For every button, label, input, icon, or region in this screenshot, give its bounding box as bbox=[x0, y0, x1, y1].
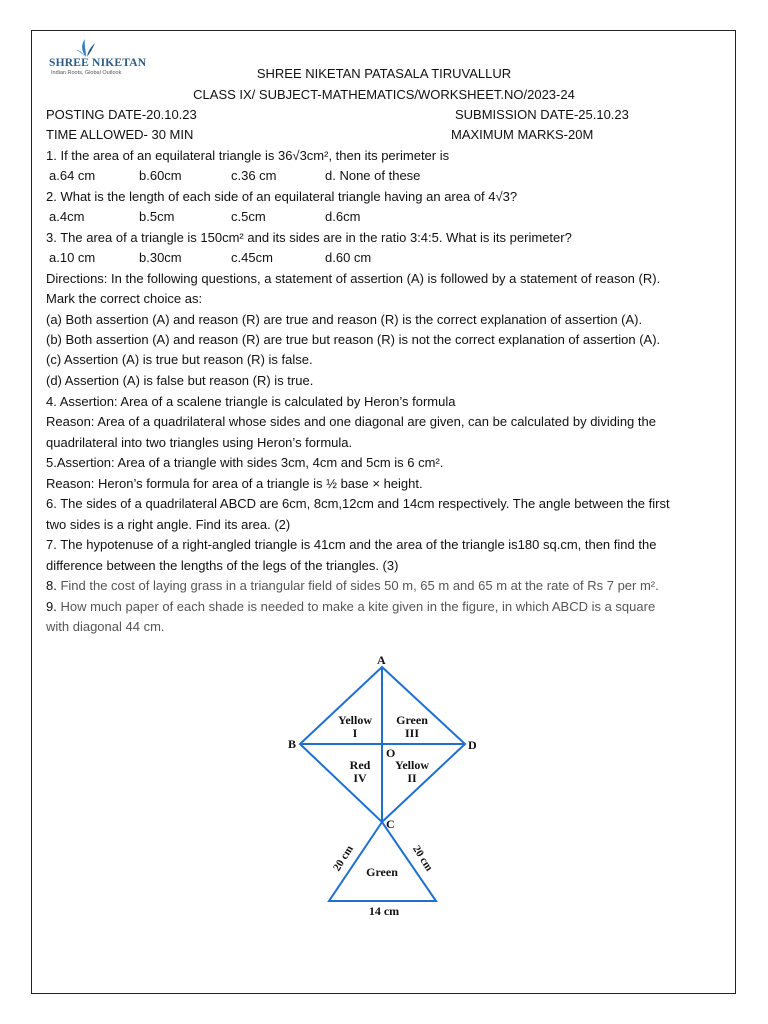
q2-option-d: d.6cm bbox=[325, 209, 361, 224]
question-9-line-2: with diagonal 44 cm. bbox=[46, 619, 165, 634]
class-subject-line: CLASS IX/ SUBJECT-MATHEMATICS/WORKSHEET.NO/2023-24 bbox=[193, 87, 575, 102]
q3-option-a: a.10 cm bbox=[49, 250, 96, 265]
kite-diagram bbox=[280, 650, 490, 925]
region-bottom-left-color: Red bbox=[349, 758, 371, 772]
q1-option-b: b.60cm bbox=[139, 168, 182, 183]
question-4-assertion: 4. Assertion: Area of a scalene triangle is calculated by Heron’s formula bbox=[46, 394, 456, 409]
question-5-assertion: 5.Assertion: Area of a triangle with sides 3cm, 4cm and 5cm is 6 cm². bbox=[46, 455, 444, 470]
question-7-line-1: 7. The hypotenuse of a right-angled triangle is 41cm and the area of the triangle is180 sq.cm, then find the bbox=[46, 537, 657, 552]
choice-d: (d) Assertion (A) is false but reason (R) is true. bbox=[46, 373, 314, 388]
center-o-label: O bbox=[386, 746, 396, 760]
question-1: 1. If the area of an equilateral triangle is 36√3cm², then its perimeter is bbox=[46, 148, 450, 163]
maximum-marks: MAXIMUM MARKS-20M bbox=[451, 127, 594, 142]
tail-base-label: 14 cm bbox=[368, 904, 400, 918]
question-8 bbox=[46, 578, 659, 594]
vertex-b-label: B bbox=[288, 737, 297, 751]
q3-option-c: c.45cm bbox=[231, 250, 273, 265]
question-8-text: Find the cost of laying grass in a triangular field of sides 50 m, 65 m and 65 m at the rate of Rs 7 per m². bbox=[56, 578, 659, 593]
region-top-left-color: Yellow bbox=[338, 713, 372, 727]
q1-option-a: a.64 cm bbox=[49, 168, 96, 183]
vertex-c-label: C bbox=[386, 817, 395, 831]
region-bottom-right-color: Yellow bbox=[395, 758, 429, 772]
tail-color-label: Green bbox=[366, 865, 398, 879]
region-top-right-number: III bbox=[404, 726, 420, 740]
q3-option-d: d.60 cm bbox=[325, 250, 372, 265]
leaf-icon bbox=[75, 37, 97, 59]
choice-c: (c) Assertion (A) is true but reason (R) is false. bbox=[46, 352, 313, 367]
posting-date: POSTING DATE-20.10.23 bbox=[46, 107, 197, 122]
q1-option-d: d. None of these bbox=[325, 168, 421, 183]
region-bottom-left-number: IV bbox=[353, 771, 367, 785]
choice-a: (a) Both assertion (A) and reason (R) are true and reason (R) is the correct explanation of assertion (A). bbox=[46, 312, 643, 327]
question-8-number: 8. bbox=[46, 578, 57, 593]
question-9-number: 9. bbox=[46, 599, 57, 614]
q2-option-a: a.4cm bbox=[49, 209, 85, 224]
question-6-line-2: two sides is a right angle. Find its area. (2) bbox=[46, 517, 291, 532]
submission-date: SUBMISSION DATE-25.10.23 bbox=[455, 107, 629, 122]
question-5-reason: Reason: Heron’s formula for area of a triangle is ½ base × height. bbox=[46, 476, 423, 491]
question-3: 3. The area of a triangle is 150cm² and its sides are in the ratio 3:4:5. What is its perimeter? bbox=[46, 230, 572, 245]
question-9-line-1 bbox=[46, 599, 655, 615]
question-9-text: How much paper of each shade is needed to make a kite given in the figure, in which ABCD is a square bbox=[56, 599, 656, 614]
directions-line-2: Mark the correct choice as: bbox=[46, 291, 203, 306]
q3-option-b: b.30cm bbox=[139, 250, 182, 265]
time-allowed: TIME ALLOWED- 30 MIN bbox=[46, 127, 194, 142]
region-top-right-color: Green bbox=[396, 713, 428, 727]
vertex-a-label: A bbox=[377, 653, 386, 667]
choice-b: (b) Both assertion (A) and reason (R) are true but reason (R) is not the correct explanation of assertion (A). bbox=[46, 332, 661, 347]
region-top-left-number: I bbox=[352, 726, 358, 740]
question-4-reason-line-2: quadrilateral into two triangles using Heron’s formula. bbox=[46, 435, 353, 450]
school-name: SHREE NIKETAN PATASALA TIRUVALLUR bbox=[256, 66, 512, 81]
tail-left-side-label: 20 cm bbox=[331, 843, 356, 874]
logo-name: SHREE NIKETAN bbox=[49, 57, 147, 69]
question-4-reason-line-1: Reason: Area of a quadrilateral whose sides and one diagonal are given, can be calculated by dividing the bbox=[46, 414, 656, 429]
question-6-line-1: 6. The sides of a quadrilateral ABCD are 6cm, 8cm,12cm and 14cm respectively. The angle between the first bbox=[46, 496, 670, 511]
q2-option-c: c.5cm bbox=[231, 209, 266, 224]
q2-option-b: b.5cm bbox=[139, 209, 175, 224]
region-bottom-right-number: II bbox=[407, 771, 417, 785]
vertex-d-label: D bbox=[468, 738, 477, 752]
question-7-line-2: difference between the lengths of the legs of the triangles. (3) bbox=[46, 558, 399, 573]
directions-line-1: Directions: In the following questions, a statement of assertion (A) is followed by a statement of reason (R). bbox=[46, 271, 661, 286]
logo-tagline: Indian Roots, Global Outlook bbox=[51, 70, 122, 76]
question-2: 2. What is the length of each side of an equilateral triangle having an area of 4√3? bbox=[46, 189, 518, 204]
q1-option-c: c.36 cm bbox=[231, 168, 277, 183]
tail-right-side-label: 20 cm bbox=[410, 843, 435, 874]
kite-figure bbox=[280, 650, 490, 925]
